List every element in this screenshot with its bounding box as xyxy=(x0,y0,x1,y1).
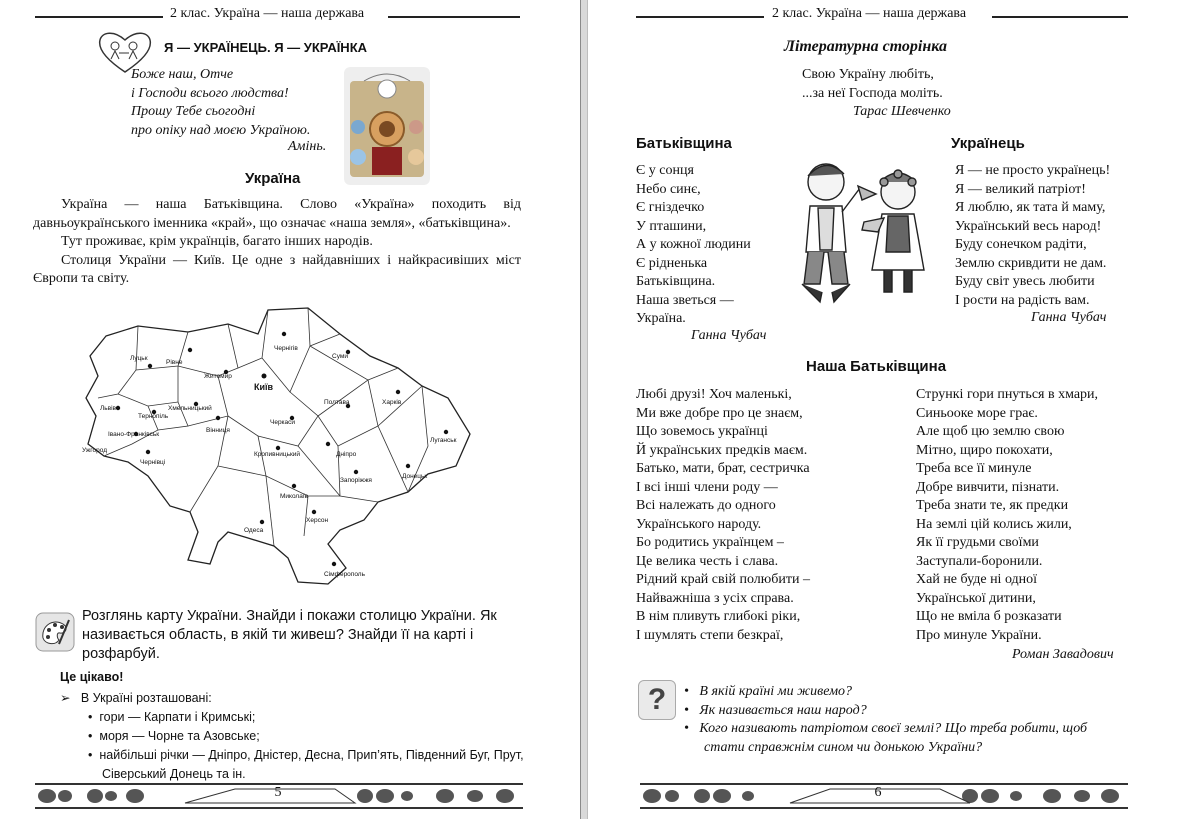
map-label-cherkasy: Черкаси xyxy=(270,419,296,426)
poem-line: Це велика честь і слава. xyxy=(636,553,779,569)
fact-intro: В Україні розташовані: xyxy=(80,691,212,705)
epigraph xyxy=(802,66,943,103)
book-gutter xyxy=(580,0,588,819)
poem-line: В нім пливуть глибокі ріки, xyxy=(636,609,801,624)
poem-author: Роман Завадович xyxy=(1012,647,1114,662)
fact-item-continued: Сіверський Донець та ін. xyxy=(102,767,246,781)
triangle-bullet-icon: ➢ xyxy=(60,691,71,705)
poem-line: Любі друзі! Хоч маленькі, xyxy=(636,387,792,402)
map-label-kherson: Херсон xyxy=(306,517,329,524)
poem-author: Ганна Чубач xyxy=(1031,310,1107,325)
map-label-khmelnytskyi: Хмельницький xyxy=(168,405,212,412)
poem-line: Української дитини, xyxy=(916,590,1036,606)
poem-line: Батьківщина. xyxy=(636,274,716,289)
epigraph-line: ...за неї Господа моліть. xyxy=(802,85,943,101)
prayer-line: і Господи всього людства! xyxy=(131,85,289,101)
map-label-lutsk: Луцьк xyxy=(130,355,148,362)
fact-title: Це цікаво! xyxy=(60,670,124,684)
section-title: Україна xyxy=(245,170,301,187)
map-label-simferopol: Сімферополь xyxy=(324,571,365,578)
fact-item: моря — Чорне та Азовське; xyxy=(99,729,260,743)
ukraine-map xyxy=(78,306,478,594)
poem-line: Що не вміла б розказати xyxy=(916,609,1062,624)
poem-line: Наша зветься — xyxy=(636,292,734,308)
poem-line: Українського народу. xyxy=(636,516,762,532)
page-footer-left xyxy=(0,773,580,819)
prayer-line: Прошу Тебе сьогодні xyxy=(131,104,256,119)
page-number: 6 xyxy=(874,785,882,800)
poem-line: Бо родитись українцем – xyxy=(636,535,784,550)
poem-title: Батьківщина xyxy=(636,135,732,152)
prayer-line: про опіку над моєю Україною. xyxy=(131,122,311,138)
page-title: Літературна сторінка xyxy=(784,38,947,55)
dot-bullet-icon: • xyxy=(684,684,689,699)
poem-line: Хай не буде ні одної xyxy=(916,572,1038,587)
poem-title: Наша Батьківщина xyxy=(806,358,947,375)
poem-nasha-col1 xyxy=(636,386,810,645)
page-header-left xyxy=(0,6,580,26)
poem-line: Добре вивчити, пізнати. xyxy=(916,479,1060,495)
poem-line: Рідний край свій полюбити – xyxy=(636,572,810,587)
poem-line: Буду світ увесь любити xyxy=(955,274,1095,289)
fact-list xyxy=(60,689,524,784)
poem-line: І всі інші члени роду — xyxy=(636,479,778,495)
map-label-zaporizhzhia: Запоріжжя xyxy=(340,477,372,484)
poem-line: Й українських предків маєм. xyxy=(636,442,808,458)
map-label-vinnytsia: Вінниця xyxy=(206,427,230,434)
page-title: Я — УКРАЇНЕЦЬ. Я — УКРАЇНКА xyxy=(164,40,368,55)
map-label-lviv: Львів xyxy=(100,405,117,412)
paragraph: Україна — наша Батьківщина. Слово «Україна» походить від давньоукраїнського іменника «край», що означає «наша земля», «батьківщина». xyxy=(33,197,521,231)
map-label-kyiv: Київ xyxy=(254,382,274,392)
header-rule xyxy=(992,16,1128,18)
poem-line: Я — великий патріот! xyxy=(955,181,1086,197)
poem-line: Я — не просто українець! xyxy=(955,163,1111,178)
poem-batkivshchyna xyxy=(636,162,751,329)
dot-bullet-icon: • xyxy=(88,729,93,743)
map-label-rivne: Рівне xyxy=(166,359,183,366)
paragraph: Столиця України — Київ. Це одне з найдавніших і найкрасивіших міст Європи та світу. xyxy=(33,252,521,286)
map-label-kropyvnytskyi: Кропивницький xyxy=(254,451,301,458)
poem-line: Заступали-боронили. xyxy=(916,553,1043,569)
map-label-ternopil: Тернопіль xyxy=(138,413,169,420)
question-mark-icon: ? xyxy=(638,680,676,720)
prayer xyxy=(131,66,310,140)
poem-title: Українець xyxy=(951,135,1025,152)
map-label-sumy: Суми xyxy=(332,353,348,360)
page-footer-right xyxy=(588,773,1177,819)
epigraph-author: Тарас Шевченко xyxy=(853,104,951,119)
dot-bullet-icon: • xyxy=(684,721,689,736)
poem-line: Є рідненька xyxy=(636,255,708,271)
map-label-zhytomyr: Житомир xyxy=(204,373,232,380)
header-rule xyxy=(35,16,163,18)
dot-bullet-icon: • xyxy=(684,702,689,718)
poem-line: У пташини, xyxy=(636,218,707,234)
page-header-right xyxy=(588,6,1177,26)
header-title: 2 клас. Україна — наша держава xyxy=(170,6,365,21)
poem-line: Стрункі гори пнуться в хмари, xyxy=(916,387,1099,402)
poem-line: І рости на радість вам. xyxy=(955,292,1090,308)
children-illustration xyxy=(788,152,938,310)
religious-icon-image xyxy=(344,67,430,185)
epigraph-line: Свою Україну любіть, xyxy=(802,67,934,82)
map-label-odesa: Одеса xyxy=(244,527,264,534)
intro-text xyxy=(33,196,521,289)
map-task: Розглянь карту України. Знайди і покажи столицю України. Як називається область, в якій ти живеш? Знайди її на карті і розфарбуй. xyxy=(82,608,497,662)
left-page xyxy=(0,0,580,819)
poem-line: Що зовемось українці xyxy=(636,424,768,439)
prayer-line: Боже наш, Отче xyxy=(131,67,234,82)
map-label-luhansk: Луганськ xyxy=(430,437,457,444)
poem-ukrainets xyxy=(955,162,1110,310)
prayer-amen: Амінь. xyxy=(288,139,327,154)
poem-line: Мітно, щиро покохати, xyxy=(916,442,1053,458)
map-label-chernihiv: Чернігів xyxy=(274,345,298,352)
question-item: Як називається наш народ? xyxy=(699,702,867,718)
poem-line: Небо синє, xyxy=(636,181,701,197)
question-item: В якій країні ми живемо? xyxy=(699,684,853,699)
map-label-poltava: Полтава xyxy=(324,399,350,406)
questions-list xyxy=(684,683,1087,757)
palette-icon xyxy=(35,612,75,652)
map-label-donetsk: Донецьк xyxy=(402,473,428,480)
poem-line: Є гніздечко xyxy=(636,200,705,215)
map-label-mykolaiv: Миколаїв xyxy=(280,493,309,500)
page-number: 5 xyxy=(274,785,282,800)
question-item: Кого називають патріотом своєї землі? Що треба робити, щоб xyxy=(699,721,1088,736)
poem-line: На землі цій колись жили, xyxy=(916,516,1072,532)
poem-line: Але щоб цю землю свою xyxy=(916,424,1065,439)
paragraph: Тут проживає, крім українців, багато інших народів. xyxy=(61,234,373,249)
poem-line: Треба все її минуле xyxy=(916,461,1032,476)
header-rule xyxy=(636,16,764,18)
header-title: 2 клас. Україна — наша держава xyxy=(772,6,967,21)
poem-line: Треба знати те, як предки xyxy=(916,498,1069,513)
dot-bullet-icon: • xyxy=(88,710,93,724)
dot-bullet-icon: • xyxy=(88,748,93,762)
poem-line: Синьооке море грає. xyxy=(916,405,1038,421)
poem-line: Є у сонця xyxy=(636,163,694,178)
poem-line: І шумлять степи безкраї, xyxy=(636,627,784,643)
map-label-kharkiv: Харків xyxy=(382,399,402,406)
map-label-dnipro: Дніпро xyxy=(336,451,357,458)
right-page xyxy=(588,0,1177,819)
poem-line: А у кожної людини xyxy=(636,237,751,252)
poem-line: Всі належать до одного xyxy=(636,498,776,513)
poem-line: Ми вже добре про це знаєм, xyxy=(636,405,803,421)
fact-item: найбільші річки — Дніпро, Дністер, Десна, Прип’ять, Південний Буг, Прут, xyxy=(99,748,524,762)
poem-line: Землю скривдити не дам. xyxy=(955,255,1107,271)
poem-nasha-col2 xyxy=(916,386,1098,645)
map-label-uzhhorod: Ужгород xyxy=(82,447,107,454)
poem-line: Найважніша з усіх справа. xyxy=(636,590,794,606)
poem-line: Про минуле України. xyxy=(916,627,1042,643)
poem-line: Буду сонечком радіти, xyxy=(955,237,1087,252)
poem-line: Україна. xyxy=(636,311,686,326)
map-label-ivano: Івано-Франківськ xyxy=(108,431,160,438)
poem-line: Я люблю, як тата й маму, xyxy=(955,200,1106,215)
fact-item: гори — Карпати і Кримські; xyxy=(99,710,256,724)
poem-author: Ганна Чубач xyxy=(691,328,767,343)
poem-line: Як її грудьми своїми xyxy=(916,535,1039,550)
question-item-continued: стати справжнім сином чи донькою України? xyxy=(704,739,983,755)
poem-line: Батько, мати, брат, сестричка xyxy=(636,461,810,476)
poem-line: Український весь народ! xyxy=(955,218,1102,234)
map-label-chernivtsi: Чернівці xyxy=(140,459,166,466)
header-rule xyxy=(388,16,520,18)
